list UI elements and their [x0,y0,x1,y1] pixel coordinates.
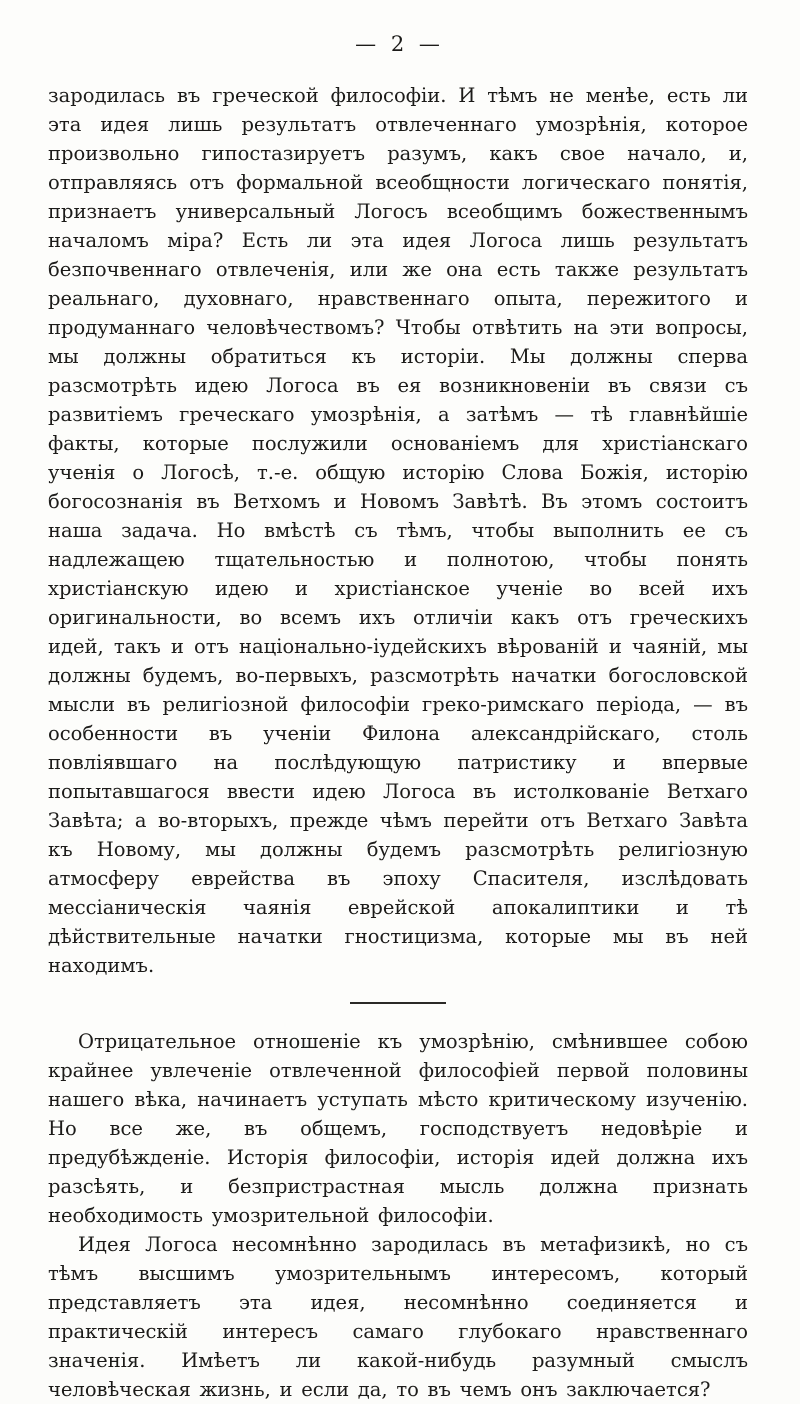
page-body [48,81,748,1404]
paragraph-continuation: зародилась въ греческой философіи. И тѣмъ не менѣе, есть ли эта идея лишь результатъ отвлеченнаго умозрѣнія, которое произвольно гипостазируетъ разумъ, какъ свое начало, и, отправляясь отъ формальной всеобщности логическаго понятія, признаетъ универсальный Логосъ всеобщимъ божественнымъ началомъ міра? Есть ли эта идея Логоса лишь результатъ безпочвеннаго отвлеченія, или же она есть также результатъ реальнаго, духовнаго, нравственнаго опыта, пережитого и продуманнаго человѣчествомъ? Чтобы отвѣтить на эти вопросы, мы должны обратиться къ исторіи. Мы должны сперва разсмотрѣть идею Логоса въ ея возникновеніи въ связи съ развитіемъ греческаго умозрѣнія, а затѣмъ — тѣ главнѣйшіе факты, которые послужили основаніемъ для христіанскаго ученія о Логосѣ, т.-е. общую исторію Слова Божія, исторію богосознанія въ Ветхомъ и Новомъ Завѣтѣ. Въ этомъ состоитъ наша задача. Но вмѣстѣ съ тѣмъ, чтобы выполнить ее съ надлежащею тщательностью и полнотою, чтобы понять христіанскую идею и христіанское ученіе во всей ихъ оригинальности, во всемъ ихъ отличіи какъ отъ греческихъ идей, такъ и отъ національно-іудейскихъ вѣрованій и чаяній, мы должны будемъ, во-первыхъ, разсмотрѣть начатки богословской мысли въ религіозной философіи греко-римскаго періода, — въ особенности въ ученіи Филона александрійскаго, столь повліявшаго на послѣдующую патристику и впервые попытавшагося ввести идею Логоса въ истолкованіе Ветхаго Завѣта; а во-вторыхъ, прежде чѣмъ перейти отъ Ветхаго Завѣта къ Новому, мы должны будемъ разсмотрѣть религіозную атмосферу еврейства въ эпоху Спасителя, изслѣдовать мессіаническія чаянія еврейской апокалиптики и тѣ дѣйствительные начатки гностицизма, которые мы въ ней находимъ. [48,84,748,977]
page-number: — 2 — [355,32,441,56]
section-divider [350,1002,446,1004]
paragraph: Идея Логоса несомнѣнно зародилась въ метафизикѣ, но съ тѣмъ высшимъ умозрительнымъ интересомъ, который представляетъ эта идея, несомнѣнно соединяется и практическій интересъ самаго глубокаго нравственнаго значенія. Имѣетъ ли какой-нибудь разумный смыслъ человѣческая жизнь, и если да, то въ чемъ онъ заключается? [48,1233,748,1401]
paragraph: Отрицательное отношеніе къ умозрѣнію, смѣнившее собою крайнее увлеченіе отвлеченной философіей первой половины нашего вѣка, начинаетъ уступать мѣсто критическому изученію. Но все же, въ общемъ, господствуетъ недовѣріе и предубѣжденіе. Исторія философіи, исторія идей должна ихъ разсѣять, и безпристрастная мысль должна признать необходимость умозрительной философіи. [48,1030,748,1227]
